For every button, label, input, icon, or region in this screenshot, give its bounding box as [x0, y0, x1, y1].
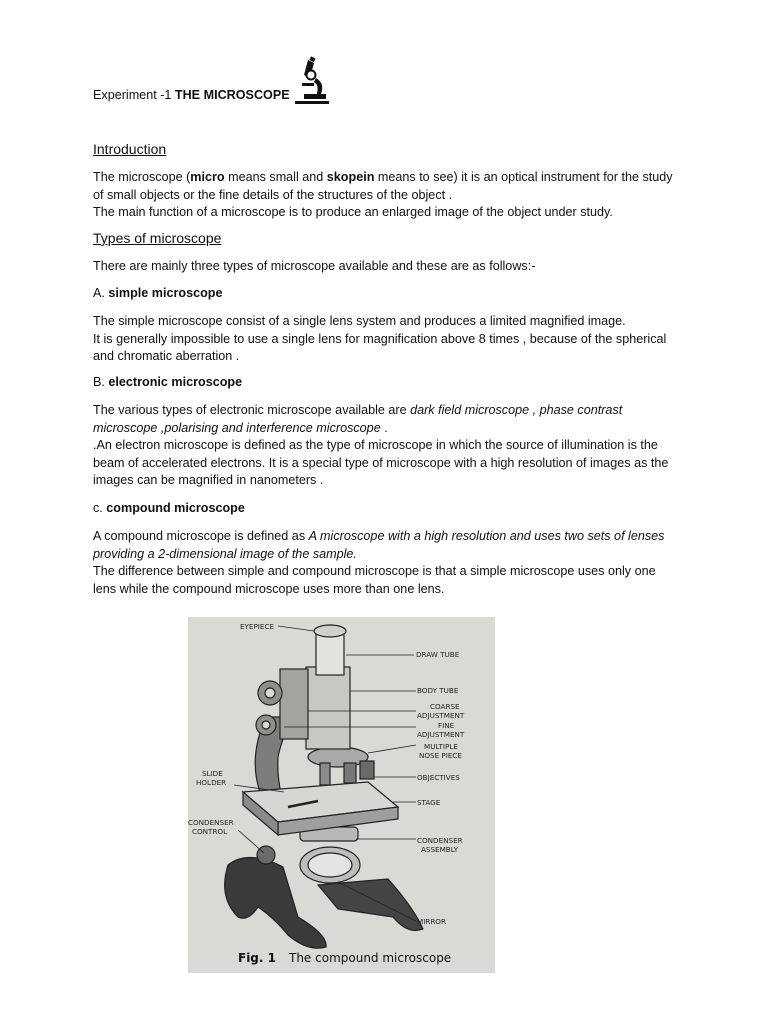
title-prefix: Experiment -1	[93, 88, 175, 102]
label-fine-2: ADJUSTMENT	[417, 730, 465, 739]
label-nose-1: MULTIPLE	[424, 742, 458, 751]
label-condenser-control-2: CONTROL	[192, 827, 228, 836]
electronic-definition: .An electron microscope is defined as the type of microscope in which the source of illumination is the beam of accelerated electrons. It is a special type of microscope with a high resolution of images as the images can be magnified in nanometers .	[93, 438, 669, 488]
label-condenser-assembly-2: ASSEMBLY	[421, 845, 459, 854]
label-objectives: OBJECTIVES	[417, 773, 460, 782]
intro-heading: Introduction	[93, 141, 167, 157]
types-lead: There are mainly three types of microscope available and these are as follows:-	[93, 259, 536, 273]
microscope-icon	[294, 56, 330, 106]
electronic-label: electronic microscope	[108, 375, 243, 389]
label-eyepiece: EYEPIECE	[240, 622, 275, 631]
intro-function-text: The main function of a microscope is to produce an enlarged image of the object under study.	[93, 205, 613, 220]
electronic-text: .	[380, 420, 388, 435]
label-draw-tube: DRAW TUBE	[416, 650, 460, 659]
title-main: THE MICROSCOPE	[174, 88, 290, 102]
label-slide-2: HOLDER	[196, 778, 227, 787]
simple-label: simple microscope	[108, 286, 223, 300]
compound-heading	[93, 501, 245, 515]
figure-caption: The compound microscope	[289, 951, 452, 965]
simple-text: The simple microscope consist of a single lens system and produces a limited magnified image.	[93, 314, 626, 328]
label-nose-2: NOSE PIECE	[419, 751, 462, 760]
label-mirror: MIRROR	[417, 917, 446, 926]
types-heading: Types of microscope	[93, 230, 222, 246]
compound-paragraph	[93, 528, 675, 598]
compound-text: A compound microscope is defined as	[93, 529, 309, 543]
microscope-diagram	[188, 617, 495, 973]
document-title	[93, 88, 290, 102]
list-letter: B.	[93, 375, 109, 389]
label-fine-1: FINE	[438, 721, 455, 730]
term-skopein: skopein	[326, 170, 375, 184]
intro-text: The microscope (	[93, 170, 191, 184]
electronic-heading	[93, 375, 242, 389]
compound-definition: A microscope with a high resolution and uses two sets of lenses providing a 2-dimensional image of the sample.	[93, 529, 665, 561]
list-letter: c.	[93, 501, 107, 515]
compound-label: compound microscope	[106, 501, 245, 515]
list-letter: A.	[93, 286, 109, 300]
term-micro: micro	[190, 170, 225, 184]
electronic-paragraph	[93, 402, 673, 490]
microscope-figure	[188, 617, 495, 973]
compound-difference: The difference between simple and compound microscope is that a simple microscope uses only one lens while the compound microscope uses more than one lens.	[93, 564, 656, 596]
label-body-tube: BODY TUBE	[417, 686, 459, 695]
label-condenser-assembly-1: CONDENSER	[417, 836, 463, 845]
label-coarse-1: COARSE	[430, 702, 460, 711]
simple-text: It is generally impossible to use a single lens for magnification above 8 times , because of the spherical and chromatic aberration .	[93, 331, 667, 364]
intro-text: means small and	[224, 170, 327, 184]
label-coarse-2: ADJUSTMENT	[417, 711, 465, 720]
figure-number: Fig. 1	[238, 951, 276, 965]
label-stage: STAGE	[417, 798, 441, 807]
label-slide-1: SLIDE	[202, 769, 223, 778]
electronic-types: dark field microscope , phase contrast microscope ,polarising and interference microscope	[93, 403, 623, 435]
label-condenser-control-1: CONDENSER	[188, 818, 234, 827]
intro-text: means to see) it is an optical instrument for the study of small objects or the fine details of the structures of the object .	[93, 170, 673, 202]
intro-paragraph	[93, 169, 673, 222]
simple-heading	[93, 286, 223, 300]
electronic-text: The various types of electronic microscope available are	[93, 403, 411, 417]
simple-paragraph	[93, 313, 673, 366]
